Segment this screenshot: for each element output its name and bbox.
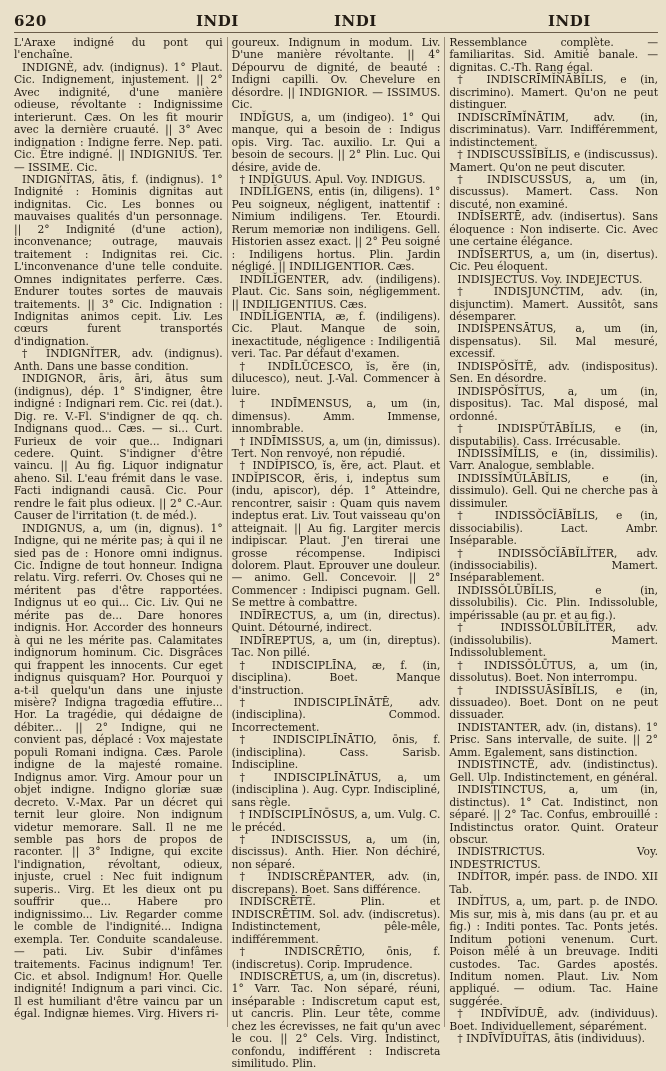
dictionary-entry: INDĪRECTUS, a, um (in, directus). Quint. Détourné, indirect.	[231, 608, 441, 635]
header-word-right: INDI	[548, 12, 591, 30]
dictionary-entry: † INDĪVĬDUĒ, adv. (individuus). Boet. Individuellement, séparément.	[449, 1007, 659, 1033]
dictionary-entry: goureux. Indignum in modum. Liv. D'une manière révoltante. || 4° Dépourvu de dignité, de beauté : Indigni capilli. Ov. Chevelure en désordre. || INDIGNIOR. — ISSIMUS. Cic.	[231, 36, 441, 112]
dictionary-entry: † INDIGNĬTER, adv. (indignus). Anth. Dans une basse condition.	[14, 347, 223, 373]
header-word-left: INDI	[196, 12, 239, 30]
dictionary-entry: † INDISSŎCĬĀBĬLIS, e (in, dissociabilis). Lact. Ambr. Inséparable.	[449, 509, 659, 548]
dictionary-entry: † INDISSUĀSĬBĬLIS, e (in, dissuadeo). Boet. Dont on ne peut dissuader.	[449, 683, 659, 722]
dictionary-entry: INDISPENSĀTUS, a, um (in, dispensatus). Sil. Mal mesuré, excessif.	[449, 322, 659, 361]
dictionary-entry: INDĪREPTUS, a, um (in, direptus). Tac. Non pillé.	[231, 633, 441, 660]
dictionary-entry: Ressemblance complète. — familiaritas. Sid. Amitié banale. — dignitas. C.-Th. Rang égal.	[449, 36, 659, 74]
dictionary-entry: † INDĪVĬDUĬTAS, ātis (individuus).	[457, 1032, 645, 1046]
dictionary-entry: INDISJECTUS. Voy. INDEJECTUS.	[457, 272, 643, 286]
dictionary-entry: † INDISCUSSĬBĬLIS, e (indiscussus). Mamert. Qu'on ne peut discuter.	[449, 148, 659, 174]
text-columns	[14, 36, 659, 1071]
dictionary-entry: † INDISCRĒTIO, ōnis, f. (indiscretus). Corip. Imprudence.	[231, 945, 441, 971]
dictionary-entry: † INDĪMISSUS, a, um (in, dimissus). Tert. Non renvoyé, non répudié.	[231, 434, 441, 460]
dictionary-entry: INDIGNUS, a, um (in, dignus). 1° Indigne, qui ne mérite pas; à qui il ne sied pas de : Honore omni indignus. Cic. Indigne de tout honneur. Indigna relatu. Virg. referri. Ov. Choses qui ne méritent pas d'être rapportées. Indignus ut eo qui... Cic. Liv. Qui ne mérite pas de... Dare honores indignis. Hor. Accorder des honneurs à qui ne les mérite pas. Calamitates indignorum hominum. Cic. Disgrâces qui frappent les innocents. Cur eget indignus quisquam? Hor. Pourquoi y a-t-il quelqu'un dans une injuste misère? Indigna tragœdia effutire... Hor. La tragédie, qui dédaigne de débiter... || 2° Indigne, qui ne convient pas, déplacé : Vox majestate populi Romani indigna. Cæs. Parole indigne de la majesté romaine. Indignus amor. Virg. Amour pour un objet indigne. Indigno gloriæ suæ decreto. V.-Max. Par un décret qui ternit leur gloire. Non indignum videtur memorare. Sall. Il ne me semble pas hors de propos de raconter. || 3° Indigne, qui excite l'indignation, révoltant, odieux, injuste, cruel : Nec fuit indignum superis.. Virg. Et les dieux ont pu souffrir que... Habere pro indignissimo... Liv. Regarder comme le comble de l'indignité... Indigna exempla. Ter. Conduite scandaleuse. — pati. Liv. Subir d'infâmes traitements. Facinus indignum! Ter. Cic. et absol. Indignum! Hor. Quelle indignité! Indignum a pari vinci. Cic. Il est humiliant d'être vaincu par un égal. Indignæ hiemes. Virg. Hivers ri-	[14, 521, 223, 1021]
dictionary-entry: INDĬGUS, a, um (indigeo). 1° Qui manque, qui a besoin de : Indigus opis. Virg. Tac. auxilio. Lr. Qui a besoin de secours. || 2° Plin. Luc. Qui désire, avide de.	[231, 110, 441, 174]
dictionary-entry: † INDĪMENSUS, a, um (in, dimensus). Amm. Immense, innombrable.	[231, 397, 441, 436]
dictionary-entry: INDĬLĬGENTIA, æ, f. (indiligens). Cic. Plaut. Manque de soin, inexactitude, négligence : Indiligentiā veri. Tac. Par défaut d'examen.	[231, 309, 441, 361]
dictionary-entry: INDĬTOR, impér. pass. de INDO. XII Tab.	[449, 870, 659, 896]
dictionary-entry: † INDISJUNCTIM, adv. (in, disjunctim). Mamert. Aussitôt, sans désemparer.	[449, 285, 659, 323]
dictionary-entry: † INDISCIPLĪNŌSUS, a, um. Vulg. C. le précéd.	[231, 808, 441, 834]
dictionary-entry: † INDISPŬTĀBĬLIS, e (in, disputabilis). Cass. Irrécusable.	[449, 422, 659, 448]
dictionary-entry: INDISTANTER, adv. (in, distans). 1° Prisc. Sans intervalle, de suite. || 2° Amm. Egalement, sans distinction.	[449, 720, 659, 759]
dictionary-entry: INDISTRICTUS. Voy. INDESTRICTUS.	[449, 845, 659, 871]
dictionary-entry: † INDISCIPLĪNĀTIO, ōnis, f. (indisciplina). Cass. Sarisb. Indiscipline.	[231, 733, 441, 772]
dictionary-entry: INDISSĬMĬLIS, e (in, dissimilis). Varr. Analogue, semblable.	[449, 446, 659, 473]
dictionary-entry: INDIGNĬTAS, ātis, f. (indignus). 1° Indignité : Hominis dignitas aut indignitas. Cic. Les bonnes ou mauvaises qualités d'un personnage. || 2° Indignité (d'une action), inconvenance; outrage, mauvais traitement : Indignitas rei. Cic. L'inconvenance d'une telle conduite. Omnes indignitates perferre. Cæs. Endurer toutes sortes de mauvais traitements. || 3° Cic. Indignation : Indignitas animos cepit. Liv. Les cœurs furent transportés d'indignation.	[14, 172, 223, 348]
dictionary-entry: INDĬLĬGENS, entis (in, diligens). 1° Peu soigneux, négligent, inattentif : Nimium indiligens. Ter. Etourdi. Rerum memoriæ non indiligens. Gell. Historien assez exact. || 2° Peu soigné : Indiligens hortus. Plin. Jardin négligé. || INDILIGENTIOR. Cæs.	[231, 185, 441, 274]
dictionary-entry: INDISCRĒTUS, a, um (in, discretus). 1° Varr. Tac. Non séparé, réuni, inséparable : Indiscretum caput est, ut cancris. Plin. Leur tête, comme chez les écrevisses, ne fait qu'un avec le cou. || 2° Cels. Virg. Indistinct, confondu, indifférent : Indiscreta similitudo. Plin.	[231, 969, 441, 1071]
dictionary-entry: † INDISCRĪMĬNĀBĬLIS, e (in, discrimino). Mamert. Qu'on ne peut distinguer.	[449, 73, 659, 112]
running-header	[14, 6, 658, 33]
page-number: 620	[14, 12, 47, 30]
dictionary-entry: INDIGNÈ, adv. (indignus). 1° Plaut. Cic. Indignement, injustement. || 2° Avec indignité, d'une manière odieuse, révoltante : Indignissime interierunt. Cæs. On les fit mourir avec la dernière cruauté. || 3° Avec indignation : Indigne ferre. Nep. pati. Cic. Être indigné. || INDIGNIUS. Ter. — ISSIME. Cic.	[14, 60, 223, 174]
column-right	[449, 36, 659, 1046]
dictionary-entry: INDĪSERTĒ, adv. (indisertus). Sans éloquence : Non indiserte. Cic. Avec une certaine élégance.	[449, 210, 659, 249]
dictionary-entry: INDISCRĒTĒ. Plin. et INDISCRĒTIM. Sol. adv. (indiscretus). Indistinctement, pêle-mêle, indifféremment.	[231, 895, 441, 946]
dictionary-entry: INDISTINCTĒ, adv. (indistinctus). Gell. Ulp. Indistinctement, en général.	[449, 758, 659, 784]
dictionary-entry: INDISTINCTUS, a, um (in, distinctus). 1° Cat. Indistinct, non séparé. || 2° Tac. Confus, embrouillé : Indistinctus orator. Quint. Orateur obscur.	[449, 783, 659, 846]
dictionary-entry: † INDISCISSUS, a, um (in, discissus). Anth. Hier. Non déchiré, non séparé.	[231, 833, 441, 871]
dictionary-entry: INDĬTUS, a, um, part. p. de INDO. Mis sur, mis à, mis dans (au pr. et au fig.) : Inditi pontes. Tac. Ponts jetés. Inditum potioni venenum. Curt. Poison mêlé à un breuvage. Inditi custodes. Tac. Gardes apostés. Inditum nomen. Plaut. Liv. Nom appliqué. — odium. Tac. Haine suggérée.	[449, 895, 659, 1008]
dictionary-entry: † INDĬPISCO, ĭs, ĕre, act. Plaut. et INDĬPISCOR, ĕris, i, indeptus sum (indu, apiscor), dép. 1° Atteindre, rencontrer, saisir : Quam quis navem indeptus erat. Liv. Tout vaisseau qu'on atteignait. || Au fig. Largiter mercis indipiscar. Plaut. J'en tirerai une grosse récompense. Indipisci dolorem. Plaut. Eprouver une douleur. — animo. Gell. Concevoir. || 2° Commencer : Indipisci pugnam. Gell. Se mettre à combattre.	[231, 459, 441, 610]
dictionary-entry: INDISPŎSĬTĒ, adv. (indispositus). Sen. En désordre.	[449, 359, 659, 386]
dictionary-entry: † INDISCIPLĪNA, æ, f. (in, disciplina). Boet. Manque d'instruction.	[231, 658, 441, 697]
dictionary-entry: † INDĪLŪCESCO, ĭs, ĕre (in, dilucesco), neut. J.-Val. Commencer à luire.	[231, 359, 441, 398]
dictionary-entry: † INDISCIPLĪNĀTĒ, adv. (indisciplina). Commod. Incorrectement.	[231, 696, 441, 734]
column-left	[14, 37, 223, 1027]
dictionary-entry: † INDISSŎLŪBĬLĬTER, adv. (indissolubilis). Mamert. Indissolublement.	[449, 621, 659, 660]
dictionary-entry: † INDISCRĔPANTER, adv. (in, discrepans). Boet. Sans différence.	[231, 870, 441, 896]
dictionary-entry: † INDISSŎCĬĀBĬLĬTER, adv. (indissociabilis). Mamert. Inséparablement.	[449, 546, 659, 585]
dictionary-entry: † INDISCUSSUS, a, um (in, discussus). Mamert. Cass. Non discuté, non examiné.	[449, 172, 659, 211]
dictionary-entry: INDISSĬMŬLĀBĬLIS, e (in, dissimulo). Gell. Qui ne cherche pas à dissimuler.	[449, 471, 659, 510]
dictionary-entry: INDISCRĪMĬNĀTIM, adv. (in, discriminatus). Varr. Indifféremment, indistinctement.	[449, 110, 659, 149]
dictionary-entry: † INDĬGUUS. Apul. Voy. INDIGUS.	[239, 172, 426, 186]
column-middle	[231, 36, 441, 1071]
dictionary-entry: † INDISSŎLŪTUS, a, um (in, dissolutus). Boet. Non interrompu.	[449, 658, 659, 685]
dictionary-entry: INDIGNOR, āris, āri, ātus sum (indignus), dép. 1° S'indigner, être indigné : Indignari rem. Cic. rei (dat.). Dig. re. V.-Fl. S'indigner de qq. ch. Indignans quod... Cæs. — si... Curt. Furieux de voir que... Indignari cedere. Quint. S'indigner d'être vaincu. || Au fig. Liquor indignatur aheno. Sil. L'eau frémit dans le vase. Facti indignandi causā. Cic. Pour rendre le fait plus odieux. || 2° C.-Aur. Causer de l'irritation (t. de méd.).	[14, 372, 223, 523]
dictionary-entry: INDISPŎSĬTUS, a, um (in, dispositus). Tac. Mal disposé, mal ordonné.	[449, 384, 659, 423]
dictionary-entry: INDĪSERTUS, a, um (in, disertus). Cic. Peu éloquent.	[449, 247, 659, 274]
header-word-center: INDI	[334, 12, 377, 30]
dictionary-entry: † INDISCIPLĪNĀTUS, a, um (indisciplina ). Aug. Cypr. Indiscipliné, sans règle.	[231, 770, 441, 809]
dictionary-entry: INDĬLĬGENTER, adv. (indiligens). Plaut. Cic. Sans soin, négligemment. || INDILIGENTIUS. Cæs.	[231, 272, 441, 311]
dictionary-entry: L'Araxe indigné du pont qui l'enchaîne.	[14, 36, 223, 62]
dictionary-entry: INDISSŎLŪBĬLIS, e (in, dissolubilis). Cic. Plin. Indissoluble, impérissable (au pr. et au fig.).	[449, 583, 659, 622]
